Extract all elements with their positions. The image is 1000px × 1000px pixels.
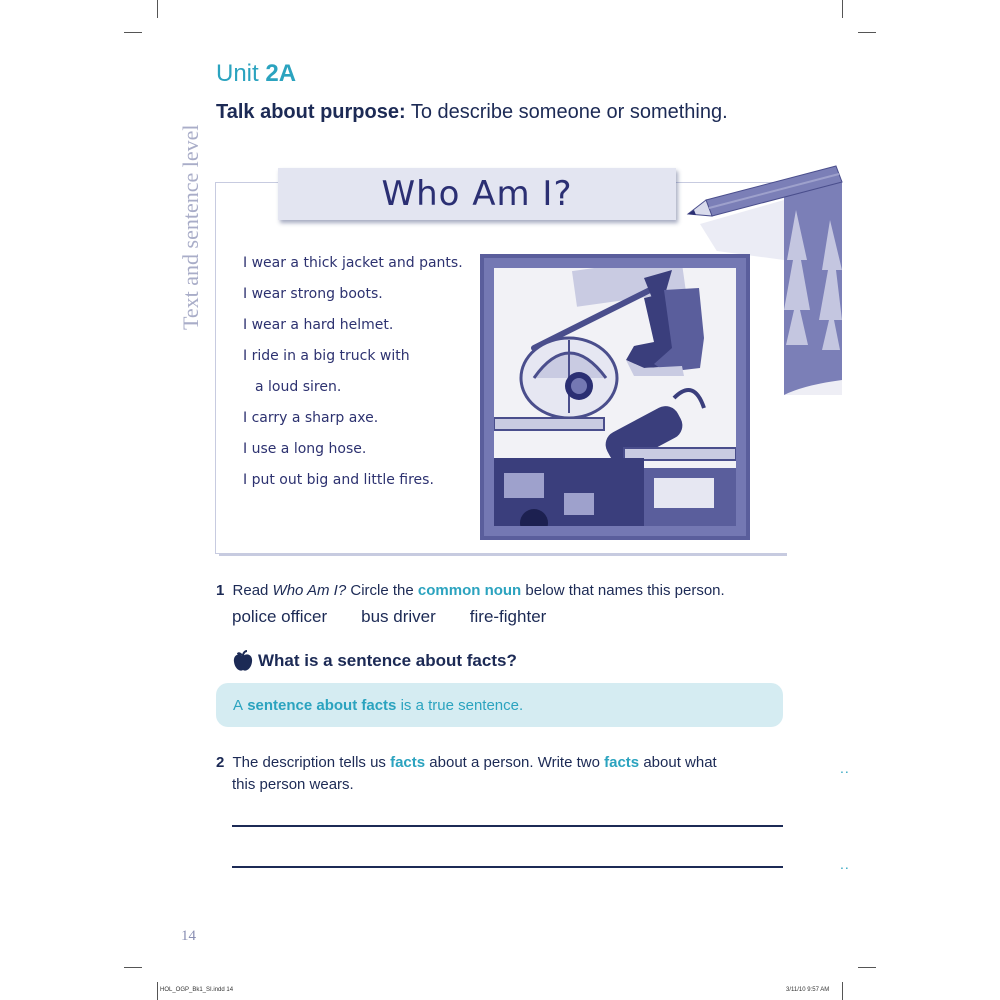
poem-title: Who Am I? (278, 168, 676, 220)
choice-fire-fighter[interactable]: fire-fighter (469, 607, 547, 626)
unit-heading (216, 60, 296, 88)
choice-police-officer[interactable]: police officer (232, 607, 328, 626)
purpose-statement (216, 100, 736, 125)
crop-mark (157, 0, 158, 18)
poem-line: I wear a thick jacket and pants. (243, 255, 463, 271)
poem-line: I put out big and little fires. (243, 472, 434, 488)
fact-heading (232, 650, 517, 672)
definition-term: sentence about facts (247, 696, 397, 714)
definition-suffix: is a true sentence. (400, 696, 524, 714)
definition-prefix: A (233, 696, 244, 714)
highlight-term: facts (390, 754, 426, 771)
margin-marker: .. (840, 856, 850, 872)
purpose-text: To describe someone or something. (410, 101, 728, 123)
question-text: about a person. Write two (429, 754, 600, 771)
purpose-label: Talk about purpose: (216, 101, 406, 123)
side-section-label: Text and sentence level (178, 124, 203, 330)
crop-mark (124, 967, 142, 968)
crop-mark (858, 967, 876, 968)
print-slug-file: HOL_OGP_Bk1_SI.indd 14 (160, 987, 234, 993)
poem-text (243, 250, 463, 498)
poem-line: I wear a hard helmet. (243, 317, 394, 333)
question-text: Read (232, 582, 269, 599)
tree-illustration-icon (784, 180, 842, 553)
question-text: Circle the (350, 582, 414, 599)
poem-title-reference: Who Am I? (272, 582, 347, 599)
fact-heading-text: What is a sentence about facts? (258, 651, 517, 670)
print-slug-date: 3/11/10 9:57 AM (786, 987, 830, 993)
question-number: 2 (216, 754, 225, 771)
choice-bus-driver[interactable]: bus driver (361, 607, 436, 626)
unit-code: 2A (265, 60, 297, 87)
crop-mark (842, 982, 843, 1000)
question-text: this person wears. (232, 776, 354, 793)
definition-box (216, 683, 783, 727)
question-2 (216, 752, 776, 796)
answer-line[interactable] (232, 825, 783, 827)
apple-icon (232, 650, 254, 672)
question-text: The description tells us (232, 754, 386, 771)
poem-line: I ride in a big truck with (243, 348, 410, 364)
crop-mark (858, 32, 876, 33)
answer-line[interactable] (232, 866, 783, 868)
crop-mark (842, 0, 843, 18)
highlight-term: facts (604, 754, 640, 771)
poem-line: a loud siren. (255, 379, 342, 395)
question-text: below that names this person. (525, 582, 725, 599)
crop-mark (157, 982, 158, 1000)
question-1 (216, 582, 725, 599)
highlight-term: common noun (417, 582, 522, 599)
crop-mark (124, 32, 142, 33)
decorative-strip (784, 180, 842, 553)
unit-prefix: Unit (216, 60, 259, 87)
question-number: 1 (216, 582, 225, 599)
page-number: 14 (181, 928, 196, 944)
poem-line: I carry a sharp axe. (243, 410, 379, 426)
answer-choices (232, 607, 546, 627)
firefighter-gear-illustration (480, 254, 750, 540)
firefighter-gear-icon (494, 268, 736, 526)
margin-marker: .. (840, 760, 850, 776)
question-text: about what (643, 754, 717, 771)
poem-line: I use a long hose. (243, 441, 367, 457)
poem-line: I wear strong boots. (243, 286, 383, 302)
